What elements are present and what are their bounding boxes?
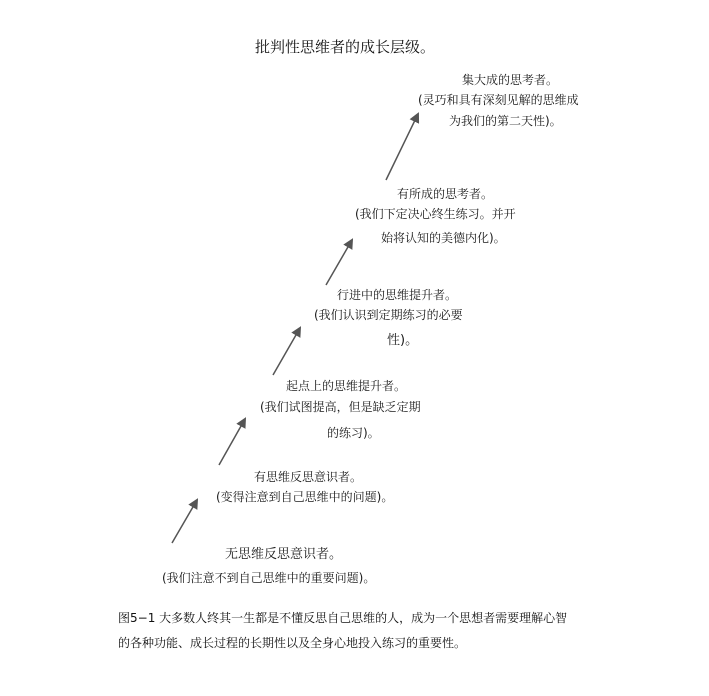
- stage-desc-line: 为我们的第二天性)。: [449, 114, 562, 128]
- stage-desc-line: (我们下定决心终生练习。并开: [355, 207, 516, 221]
- stage-name: 起点上的思维提升者。: [286, 379, 407, 393]
- stage-name: 集大成的思考者。: [462, 73, 559, 87]
- arrow-icon: [219, 419, 245, 465]
- stage-desc-line: (灵巧和具有深刻见解的思维成: [418, 93, 579, 107]
- arrow-icon: [172, 500, 197, 543]
- caption-line: 图5−1 大多数人终其一生都是不懂反思自己思维的人，成为一个思想者需要理解心智: [118, 611, 568, 625]
- page-title: 批判性思维者的成长层级。: [255, 38, 436, 56]
- stage-desc-line: (我们试图提高，但是缺乏定期: [260, 400, 421, 414]
- stage-name: 有所成的思考者。: [397, 187, 494, 201]
- stage-desc-line: (我们认识到定期练习的必要: [314, 308, 463, 322]
- stage-name: 行进中的思维提升者。: [337, 288, 458, 302]
- stage-desc-line: 的练习)。: [327, 426, 380, 440]
- stage-desc-line: 性)。: [387, 333, 419, 348]
- stage-desc-line: (我们注意不到自己思维中的重要问题)。: [162, 571, 376, 585]
- arrow-icon: [386, 114, 418, 180]
- stage-desc-line: (变得注意到自己思维中的问题)。: [216, 490, 394, 504]
- stage-desc-line: 始将认知的美德内化)。: [381, 231, 506, 245]
- stage-name: 无思维反思意识者。: [225, 547, 343, 562]
- figure-caption: [118, 606, 567, 656]
- stage-name: 有思维反思意识者。: [254, 470, 363, 484]
- arrow-icon: [326, 240, 352, 285]
- arrow-icon: [273, 328, 300, 375]
- caption-line: 的各种功能、成长过程的长期性以及全身心地投入练习的重要性。: [118, 636, 467, 650]
